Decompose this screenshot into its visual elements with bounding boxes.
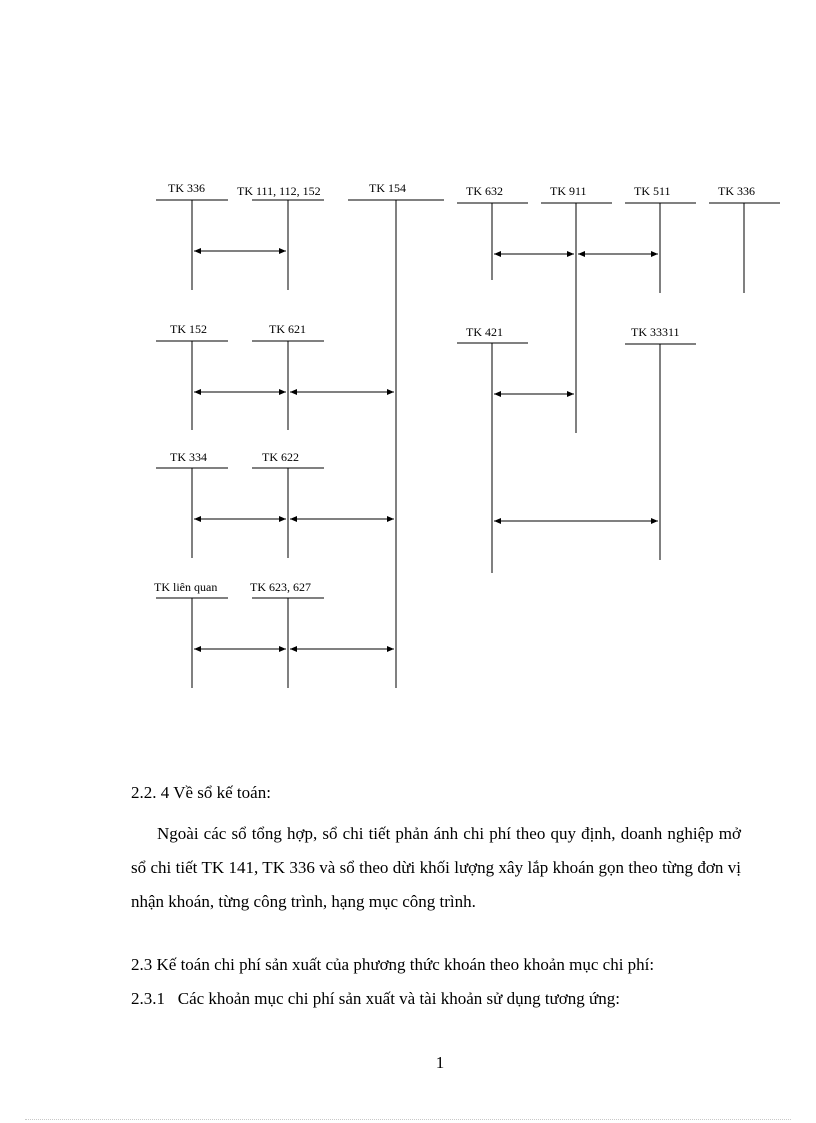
account-label-tk623: TK 623, 627 xyxy=(250,580,311,594)
account-label-tk421: TK 421 xyxy=(466,325,503,339)
footer-divider xyxy=(25,1119,791,1120)
account-label-tk632: TK 632 xyxy=(466,184,503,198)
account-label-tk622: TK 622 xyxy=(262,450,299,464)
account-label-tk336-a: TK 336 xyxy=(168,181,205,195)
section-heading: 2.2. 4 Về sổ kế toán: xyxy=(131,783,271,802)
account-label-tk334: TK 334 xyxy=(170,450,207,464)
account-label-tk152: TK 152 xyxy=(170,322,207,336)
account-label-tk336-b: TK 336 xyxy=(718,184,755,198)
account-label-tk911: TK 911 xyxy=(550,184,587,198)
account-label-tk-lienquan: TK liên quan xyxy=(154,580,218,594)
body-paragraph: Ngoài các sổ tổng hợp, sổ chi tiết phản ánh chi phí theo quy định, doanh nghiệp mở sổ chi tiết TK 141, TK 336 và sổ theo dừi khối lượng xây lắp khoán gọn theo từng đơn vị nhận khoán, từng công trình, hạng mục công trình. xyxy=(131,824,741,911)
account-label-tk511: TK 511 xyxy=(634,184,671,198)
account-label-tk33311: TK 33311 xyxy=(631,325,680,339)
page-number: 1 xyxy=(435,1053,445,1072)
section-heading-2-3: 2.3 Kế toán chi phí sản xuất của phương thức khoán theo khoản mục chi phí: xyxy=(131,955,655,974)
account-label-tk154: TK 154 xyxy=(369,181,406,195)
account-label-tk621: TK 621 xyxy=(269,322,306,336)
account-label-tk111: TK 111, 112, 152 xyxy=(237,184,321,198)
subsection-heading-2-3-1: 2.3.1 Các khoản mục chi phí sản xuất và tài khoản sử dụng tương ứng: xyxy=(131,989,620,1008)
